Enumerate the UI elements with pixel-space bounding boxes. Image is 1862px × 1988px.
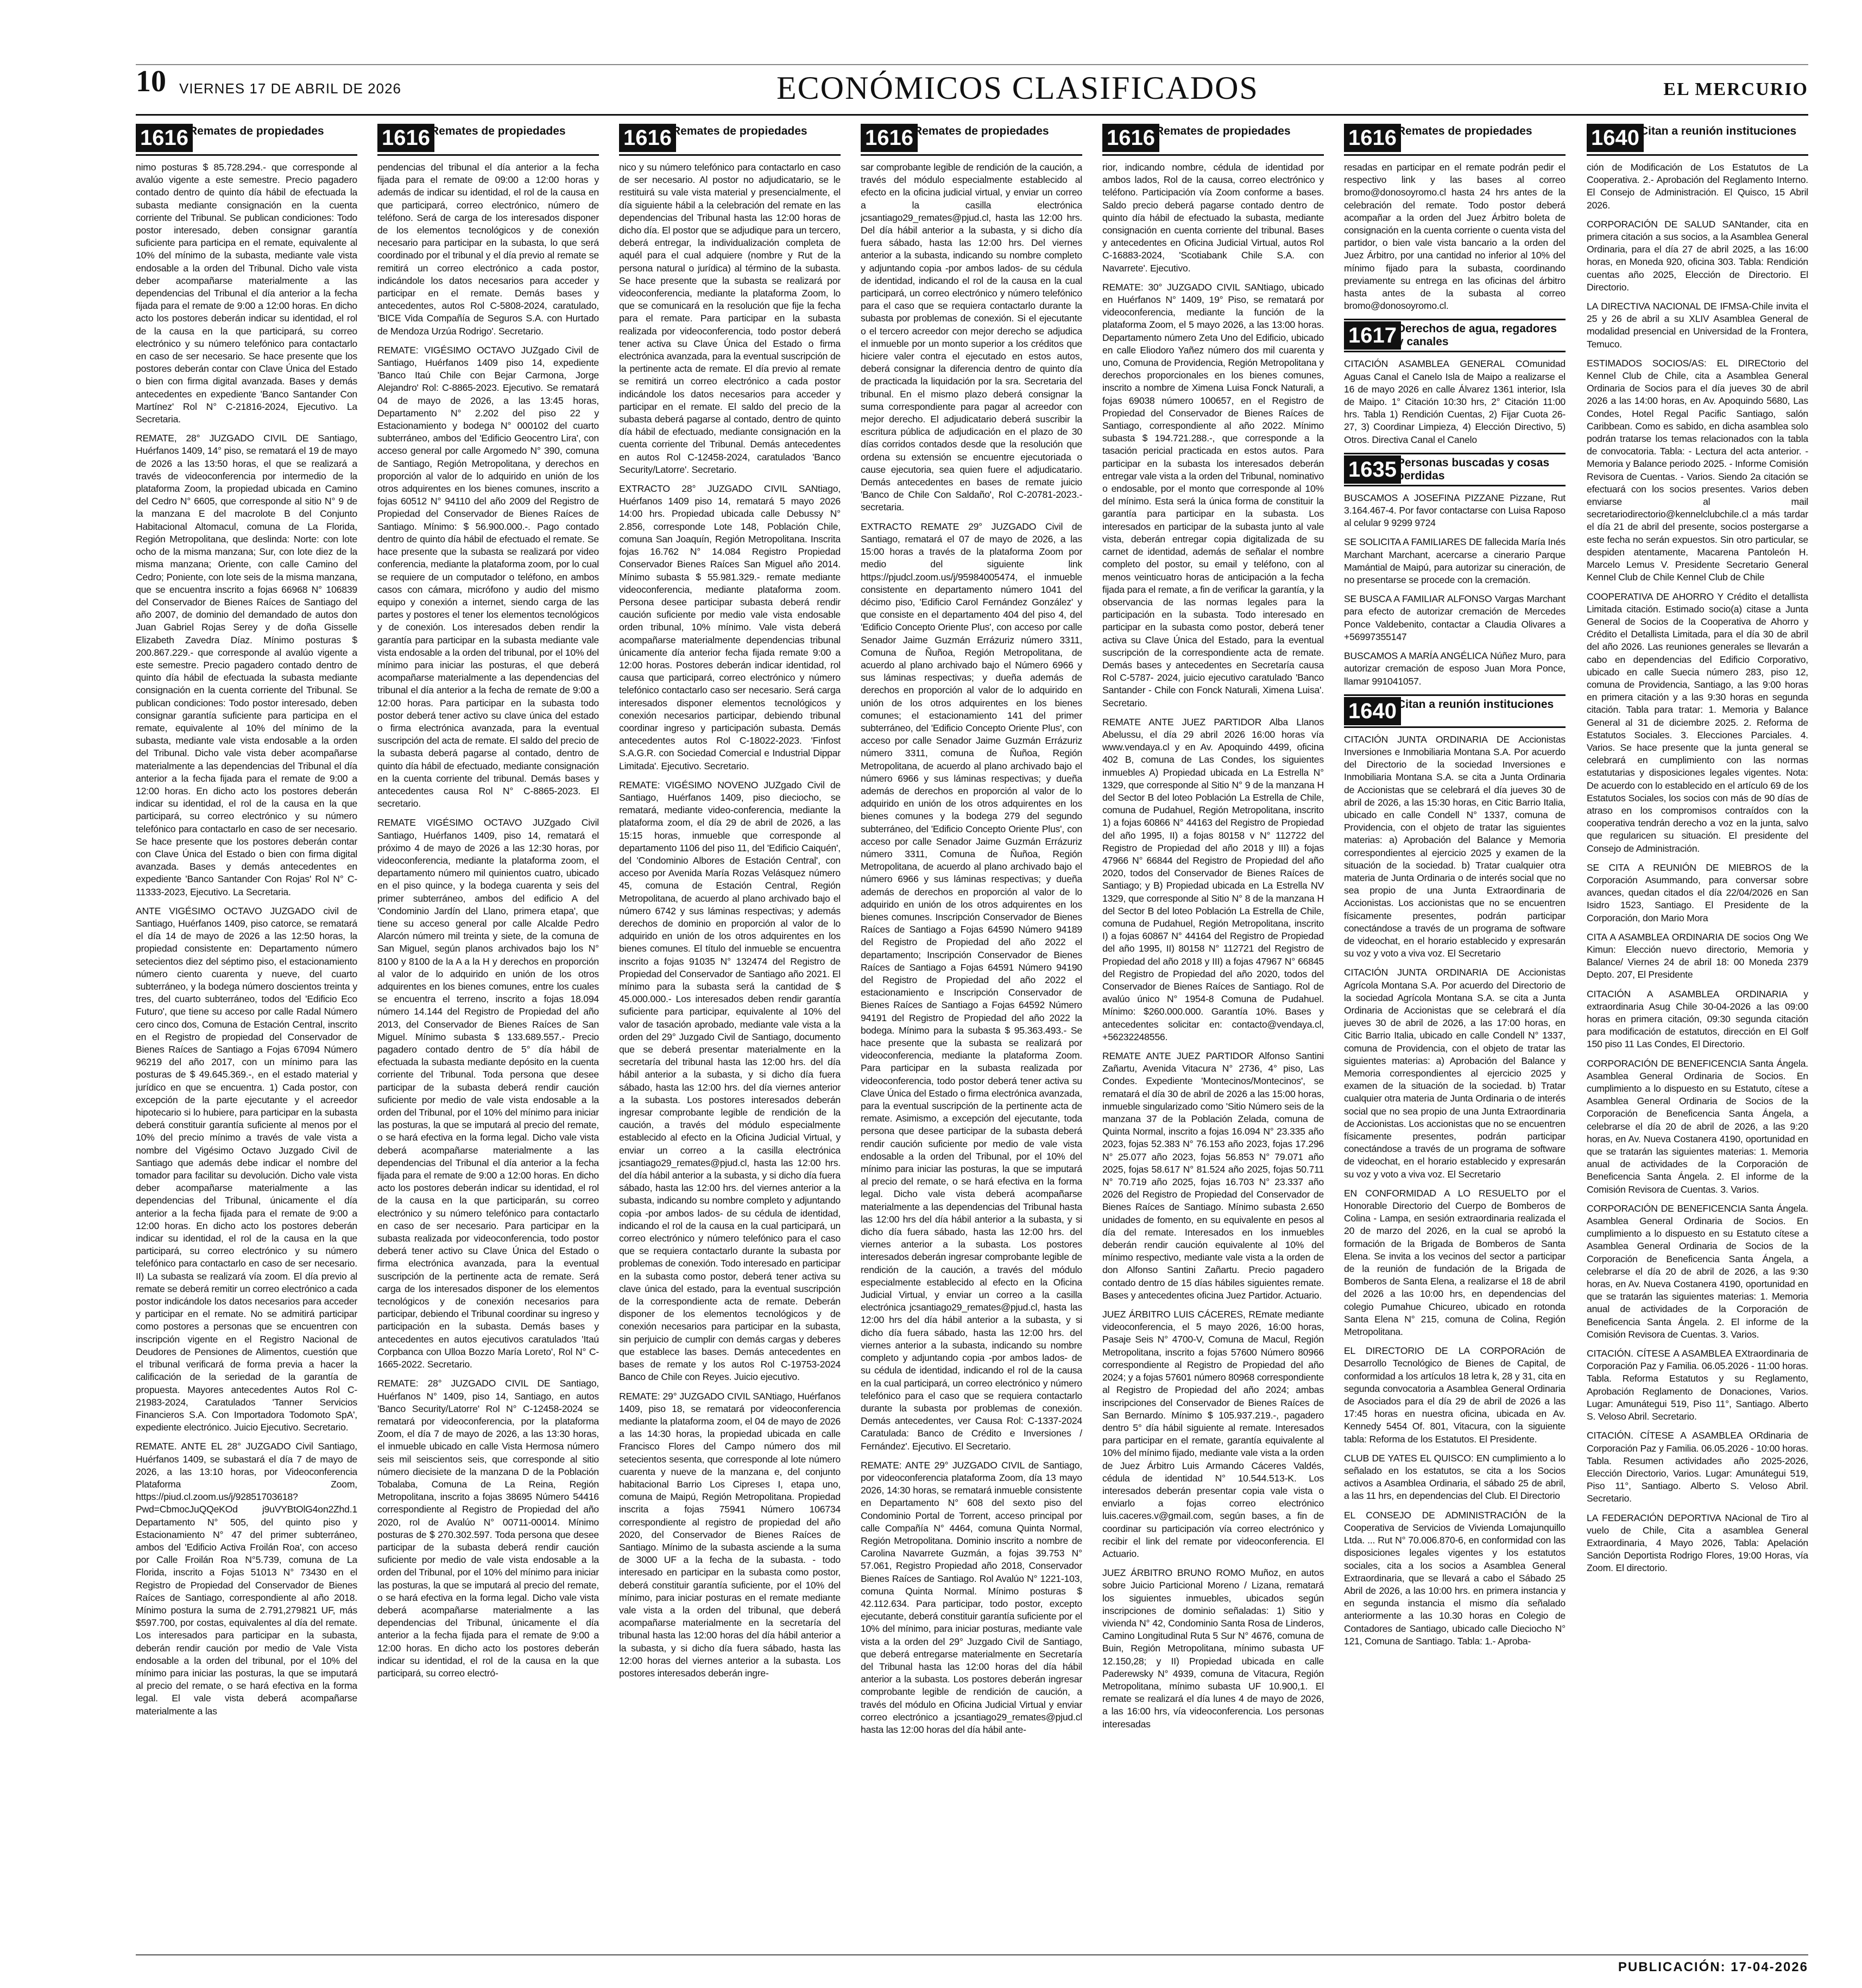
category-header (377, 123, 599, 156)
classified-notice: nico y su número telefónico para contactarlo en caso de ser necesario. Al postor no adjudicatario, se le restituirá su vale vista material y presencialmente, el día siguiente hábil a la celebración del remate en las dependencias del Tribunal hasta las 12:00 horas de dicho día. El postor que se adjudique para un tercero, deberá entregar, la individualización completa de aquél para el cual adquiere (nombre y Rut de la persona natural o jurídica) al término de la subasta. Se hace presente que la subasta se realizará por videoconferencia, mediante la plataforma Zoom, lo que se comunicará en la resolución que fije la fecha para el remate. Para participar en la subasta realizada por videoconferencia, todo postor deberá tener activa su Clave Única del Estado o firma electrónica avanzada, para la eventual suscripción de la pertinente acta de remate. El día previo al remate se remitirá un correo electrónico a cada postor indicándole los datos necesarios para acceder y participar en el remate. El saldo del precio de la subasta deberá pagarse al contado, dentro de quinto día hábil de efectuado, mediante consignación en la cuenta corriente del Tribunal. Demás antecedentes en autos Rol C-12458-2024, caratulados 'Banco Security/Latorre'. Secretario. (619, 162, 841, 475)
category-header (136, 123, 357, 156)
classified-notice: BUSCAMOS A MARÍA ANGÉLICA Núñez Muro, para autorizar cremación de esposo Juan Mora Ponce, llamar 991041057. (1344, 650, 1566, 687)
category-code: 1616 (136, 124, 193, 152)
classified-notice: CORPORACIÓN DE BENEFICENCIA Santa Ángela. Asamblea General Ordinaria de Socios. En cumplimiento a lo dispuesto en su Estatuto cítese a Asamblea General Ordinaria de Socios de la Corporación de Beneficencia Santa Ángela, a celebrarse el día 20 de abril de 2026, a las 9:30 horas, en Av. Nueva Costanera 4190, oportunidad en que se tratarán las siguientes materias: 1. Memoria anual de actividades de la Corporación de Beneficencia Santa Ángela. 2. El informe de la Comisión Revisora de Cuentas. 3. Varios. (1587, 1202, 1808, 1340)
category-label: Citan a reunión instituciones (1397, 698, 1554, 711)
classified-notice: JUEZ ÁRBITRO LUIS CÁCERES, REmate mediante videoconferencia, el 5 mayo 2026, 16:00 horas, Pasaje Seis N° 4700-V, Comuna de Macul, Región Metropolitana, inscrito a fojas 57600 Número 80966 correspondiente al Registro de Propiedad del año 2024; y a fojas 57601 número 80968 correspondiente al Registro de Propiedad del año 2024; ambas inscripciones del Conservador de Bienes Raíces de San Bernardo. Mínimo $ 105.937.219.-, pagadero dentro 5° día hábil siguiente al remate. Interesados para participar en el remate, garantía equivalente al 10% del mínimo fijado, mediante vale vista a la orden de Juez Árbitro Luis Armando Cáceres Valdés, cédula de identidad N° 10.544.513-K. Los interesados deberán presentar copia vale vista o enviarlo a fojas correo electrónico luis.caceres.v@gmail.com, según bases, a fin de coordinar su participación vía correo electrónico y recibir el link del remate por videoconferencia. El Actuario. (1102, 1309, 1324, 1559)
category-code: 1616 (1344, 124, 1401, 152)
category-code: 1640 (1344, 697, 1401, 725)
masthead (136, 64, 1808, 111)
classified-notice: SE BUSCA A FAMILIAR ALFONSO Vargas Marchant para efecto de autorizar cremación de Mercedes Ponce Valdebenito, contactar a Claudia Olivares a +56997355147 (1344, 593, 1566, 642)
classified-notice: REMATE: VIGÉSIMO NOVENO JUZgado Civil de Santiago, Huérfanos 1409, piso dieciocho, se rematará, mediante video-conferencia, mediante la plataforma zoom, el día 29 de abril de 2026, a las 15:15 horas, inmueble que corresponde al departamento 1106 del piso 11, del 'Edificio Caiquén', del 'Condominio Albores de Estación Central', con acceso por Avenida María Rozas Velásquez número 45, comuna de Estación Central, Región Metropolitana, de acuerdo al plano archivado bajo el número 6742 y sus láminas respectivas; y además derechos de dominio en proporción al valor de lo adquirido en unión de los otros adquirentes en los bienes comunes. El título del inmueble se encuentra inscrito a fojas 91035 N° 132474 del Registro de Propiedad del Conservador de Santiago año 2021. El mínimo para la subasta será la cantidad de $ 45.000.000.- Los interesados deben rendir garantía suficiente para participar, equivalente al 10% del valor de tasación aprobado, mediante vale vista a la orden del 29° Juzgado Civil de Santiago, documento que se deberá presentar materialmente en la secretaría del tribunal hasta las 12:00 hrs. del día hábil anterior a la subasta, y si dicho día fuera sábado, hasta las 12:00 hrs. del día viernes anterior a la subasta. Los postores interesados deberán ingresar comprobante legible de rendición de la caución, a través del módulo especialmente establecido al efecto en la Oficina Judicial Virtual, y enviar un correo a la casilla electrónica jcsantiago29_remates@pjud.cl, hasta las 12:00 hrs. del día hábil anterior a la subasta, y si dicho día fuera sábado, hasta las 12:00 hrs. del viernes anterior a la subasta, indicando su nombre completo y adjuntando copia -por ambos lados- de su cédula de identidad, indicando el rol de la causa en la cual participará, un correo electrónico y número telefónico para el caso que se requiera contactarlo durante la subasta por problemas de conexión. Todo interesado en participar en la subasta como postor, deberá tener activa su clave única del estado, para la eventual suscripción de la correspondiente acta de remate. Deberán disponer de los elementos tecnológicos y de conexión necesarios para participar en la subasta, sin perjuicio de cumplir con demás cargas y deberes que establece las bases. Demás antecedentes en bases de remate y los autos Rol C-19753-2024 Banco de Chile con Reyes. Juicio ejecutivo. (619, 779, 841, 1383)
classified-notice: JUEZ ÁRBITRO BRUNO ROMO Muñoz, en autos sobre Juicio Particional Moreno / Lizana, rematará los siguientes inmuebles, ubicados según inscripciones de dominio señaladas: 1) Sitio y vivienda N° 42, Condominio Santa Rosa de Linderos, Camino Longitudinal Ruta 5 Sur N° 4676, comuna de Buin, Región Metropolitana, mínimo subasta UF 12.150,28; y II) Propiedad ubicada en calle Paderewsky N° 4939, comuna de Vitacura, Región Metropolitana, mínimo subasta UF 10.900,1. El remate se realizará el día lunes 4 de mayo de 2026, a las 16:00 hrs, vía videoconferencia. Los personas interesadas (1102, 1567, 1324, 1730)
category-code: 1640 (1587, 124, 1644, 152)
classified-notice: REMATE, 28° JUZGADO CIVIL DE Santiago, Huérfanos 1409, 14° piso, se rematará el 19 de mayo de 2026 a las 13:50 horas, el que se realizará a través de videoconferencia por intermedio de la plataforma Zoom, la propiedad ubicada en Camino del Cedro N° 6605, que corresponde al sitio N° 9 de la manzana E del macrolote B del Conjunto Habitacional Altomacul, comuna de La Florida, Región Metropolitana, que deslinda: Norte: con lote ocho de la misma manzana; Sur, con lote diez de la misma manzana; Oriente, con calle Camino del Cedro; Poniente, con lote seis de la misma manzana, que se encuentra inscrito a fojas 66968 N° 106839 del Conservador de Bienes Raíces de Santiago del año 2007, de dominio del demandado de autos don Juan Gabriel Rojas Serey y de doña Gisselle Elizabeth Zavedra Díaz. Mínimo posturas $ 200.867.229.- que corresponde al avalúo vigente a este semestre. Precio pagadero contado dentro de quinto día hábil de efectuada la subasta mediante consignación en la cuenta corriente del Tribunal. Se publican condiciones: Todo postor interesado, deben consignar garantía suficiente para participa en el remate, equivalente al 10% del mínimo de la subasta, mediante vale vista endosable a la orden del Tribunal. Dicho vale vista deber acompañarse materialmente a las dependencias del Tribunal el día anterior a la fecha fijada para el remate de 9:00 a 12:00 horas. En dicho acto los postores deberán indicar su identidad, el rol de la causa en la que participará, su correo electrónico y su número telefónico para contactarlo en caso de ser necesario. Se hace presente que los postores deberán contar con Clave Única del Estado o bien con firma digital avanzada. Bases y demás antecedentes en expediente 'Banco Santander Con Rojas' Rol N° C-11333-2023, Ejecutivo. La Secretaria. (136, 433, 357, 897)
classified-notice: COOPERATIVA DE AHORRO Y Crédito el detallista Limitada citación. Estimado socio(a) citase a Junta General de Socios de la Cooperativa de Ahorro y Crédito el Detallista Limitada, para el día 30 de abril del año 2026. Las reuniones generales se llevarán a cabo en dependencias del Edificio Corporativo, ubicado en calle Suecia número 283, piso 12, comuna de Providencia, Santiago, a las 9:00 horas en primera citación y a las 9:30 horas en segunda citación. Tabla para tratar: 1. Memoria y Balance General al 31 de diciembre 2025. 2. Reforma de Estatutos Sociales. 3. Elecciones Parciales. 4. Varios. Se hace presente que la junta general se celebrará en cumplimiento con las normas estatutarias y disposiciones legales vigentes. Nota: De acuerdo con lo establecido en el artículo 69 de los Estatutos Sociales, los socios con más de 90 días de atraso en los compromisos contraídos con la cooperativa tendrán derecho a voz en la junta, salvo que regularicen su situación. El presidente del Consejo de Administración. (1587, 591, 1808, 854)
classified-notice: CITACIÓN. CÍTESE A ASAMBLEA EXtraordinaria de Corporación Paz y Familia. 06.05.2026 - 11:00 horas. Tabla. Reforma Estatutos y su Reglamento, Aprobación Reglamento de Donaciones, Varios. Lugar: Amunátegui 519, Piso 11°, Santiago. Alberto S. Veloso Abril. Secretario. (1587, 1348, 1808, 1422)
classified-notice: REMATE ANTE JUEZ PARTIDOR Alba Llanos Abelussu, el día 29 abril 2026 16:00 horas vía www.vendaya.cl y en Av. Apoquindo 4499, oficina 402 B, comuna de Las Condes, los siguientes inmuebles A) Propiedad ubicada en La Estrella N° 1329, que corresponde al Sitio N° 9 de la manzana H del Sector B del loteo Población La Estrella de Chile, comuna de Pudahuel, Región Metropolitana, inscrito 1) a fojas 60866 N° 44163 del Registro de Propiedad del año 1995, II) a fojas 80158 v N° 112722 del Registro de Propiedad del año 2018 y III) a fojas 47966 N° 66844 del Registro de Propiedad del año 2020, todos del Conservador de Bienes Raíces de Santiago; y B) Propiedad ubicada en La Estrella NV 1329, que corresponde al Sitio N° 8 de la manzana H del Sector B del loteo Población La Estrella de Chile, comuna de Pudahuel, Región Metropolitana, inscrito I) a fojas 60867 N° 44164 del Registro de Propiedad del año 1995, II) 80158 N° 112721 del Registro de Propiedad del año 2018 y III) a fojas 47967 N° 66845 del Registro de Propiedad del año 2020, todos del Conservador de Bienes Raíces de Santiago. Rol de avalúo único N° 1954-8 Comuna de Pudahuel. Mínimo: $260.000.000. Garantía 10%. Bases y antecedentes solicitar en: contacto@vendaya.cl, +56232248556. (1102, 716, 1324, 1042)
category-label: Citan a reunión instituciones (1640, 125, 1797, 137)
classified-notice: sar comprobante legible de rendición de la caución, a través del módulo especialmente establecido al efecto en la oficina judicial virtual, y enviar un correo a la casilla electrónica jcsantiago29_remates@pjud.cl, hasta las 12:00 hrs. Del día hábil anterior a la subasta, y si dicho día fuera sábado, hasta las 12:00 hrs. Del viernes anterior a la subasta, indicando su nombre completo y adjuntando copia -por ambos lados- de su cédula de identidad, indicando el rol de la causa en la cual participará, un correo electrónico y número telefónico para el caso que se requiera contactarlo durante la subasta por problemas de conexión. Si el ejecutante o el tercero acreedor con mejor derecho se adjudica el inmueble por un monto superior a los créditos que hiciere valer contra el ejecutado en estos autos, deberá consignar la diferencia dentro de quinto día de practicada la liquidación por la sra. Secretaria del tribunal. En el mismo plazo deberá consignar la suma correspondiente para pagar al acreedor con mejor derecho. El adjudicatario deberá suscribir la escritura pública de adjudicación en el plazo de 30 días corridos contados desde que la resolución que ordena su extensión se encuentre ejecutoriada o cause ejecutoria, sea quien fuere el adjudicatario. Demás antecedentes en bases de remate juicio 'Banco de Chile Con Saldaño', Rol C-20781-2023.- secretaria. (861, 162, 1082, 513)
classified-notice: REMATE ANTE JUEZ PARTIDOR Alfonso Santini Zañartu, Avenida Vitacura N° 2736, 4° piso, Las Condes. Expediente 'Montecinos/Montecinos', se rematará el día 30 de abril de 2026 a las 15:00 horas, inmueble singularizado como 'Sitio Número seis de la manzana 37 de la Población Zelada, comuna de Quinta Normal, inscrito a fojas 16.094 N° 23.335 año 2023, fojas 52.383 N° 76.153 año 2023, fojas 17.296 N° 25.077 año 2023, fojas 56.853 N° 79.071 año 2025, fojas 58.617 N° 81.524 año 2025, fojas 50.711 N° 70.719 año 2025, fojas 16.703 N° 23.337 año 2026 del Registro de Propiedad del Conservador de Bienes Raíces de Santiago. Mínimo subasta 2.650 unidades de fomento, en su equivalente en pesos al día del remate. Interesados en los inmuebles deberán rendir caución equivalente al 10% del mínimo respectivo, mediante vale vista a la orden de don Alfonso Santini Zañartu. Precio pagadero contado dentro de 15 días hábiles siguientes remate. Bases y antecedentes oficina Juez Partidor. Actuario. (1102, 1050, 1324, 1301)
classified-notice: REMATE: 28° JUZGADO CIVIL DE Santiago, Huérfanos N° 1409, piso 14, Santiago, en autos 'Banco Security/Latorre' Rol N° C-12458-2024 se rematará por videoconferencia, por la plataforma Zoom, el día 7 de mayo de 2026, a las 13:30 horas, el inmueble ubicado en calle Vista Hermosa número seis mil seiscientos seis, que corresponde al sitio número diecisiete de la manzana D de la Población Tobalaba, Comuna de La Reina, Región Metropolitana, inscrito a fojas 38695 Número 54416 correspondiente al Registro de Propiedad del año 2020, rol de Avalúo N° 00711-00014. Mínimo posturas de $ 270.302.597. Toda persona que desee participar de la subasta deberá rendir caución suficiente por medio de vale vista endosable a la orden del Tribunal, por el 10% del mínimo para iniciar las posturas, la que se imputará al precio del remate, o se hará efectiva en la forma legal. Dicho vale vista deberá acompañarse materialmente a las dependencias del Tribunal, únicamente el día anterior a la fecha fijada para el remate de 9:00 a 12:00 horas. En dicho acto los postores deberán indicar su identidad, el rol de la causa en la que participará, su correo electró- (377, 1378, 599, 1679)
category-code: 1616 (861, 124, 918, 152)
classified-notice: rior, indicando nombre, cédula de identidad por ambos lados, Rol de la causa, correo electrónico y teléfono. Participación vía Zoom conforme a bases. Saldo precio deberá pagarse contado dentro de quinto día hábil de efectuado la subasta, mediante consignación en cuenta corriente del tribunal. Bases y antecedentes en Oficina Judicial Virtual, autos Rol C-16883-2024, 'Scotiabank Chile S.A. con Navarrete'. Ejecutivo. (1102, 162, 1324, 274)
classified-notice: ción de Modificación de Los Estatutos de La Cooperativa. 2.- Aprobación del Reglamento Interno. El Consejo de Administración. El Quisco, 15 Abril 2026. (1587, 162, 1808, 211)
category-header (1344, 319, 1566, 352)
issue-date: VIERNES 17 DE ABRIL DE 2026 (179, 80, 402, 97)
category-code: 1635 (1344, 455, 1401, 484)
classified-columns (136, 123, 1808, 1952)
category-header (619, 123, 841, 156)
masthead-rule (136, 114, 1808, 116)
classified-notice: ANTE VIGÉSIMO OCTAVO JUZGADO civil de Santiago, Huérfanos 1409, piso catorce, se rematará el día 14 de mayo de 2026 a las 12:50 horas, la propiedad consistente en: Departamento número setecientos diez del séptimo piso, el estacionamiento número ciento cuarenta y nueve, del cuarto subterráneo, y la bodega número doscientos treinta y tres, del cuarto subterráneo, todos del 'Edificio Eco Futuro', que tiene su acceso por calle Radal Número cero cinco dos, Comuna de Estación Central, inscrito en el Registro de propiedad del Conservador de Bienes Raíces de Santiago a Fojas 67094 Número 96219 del año 2017, con un mínimo para las posturas de $ 49.645.369.-, en el estado material y jurídico en que se encuentra. 1) Cada postor, con excepción de la parte ejecutante y el acreedor hipotecario si lo hubiere, para participar en la subasta deberá constituir garantía suficiente al menos por el 10% del precio mínimo a través de vale vista a nombre del Vigésimo Octavo Juzgado Civil de Santiago que además debe indicar el nombre del tomador para facilitar su devolución. Dicho vale vista deber acompañarse materialmente a las dependencias del Tribunal, únicamente el día anterior a la fecha fijada para el remate de 9:00 a 12:00 horas. En dicho acto los postores deberán indicar su identidad, el rol de la causa en la que participará, su correo electrónico y su número telefónico para contactarlo en caso de ser necesario. II) La subasta se realizará vía zoom. El día previo al remate se deberá remitir un correo electrónico a cada postor indicándole los datos necesarios para acceder y participar en el remate. No se admitirá participar como postores a personas que se encuentren con inscripción vigente en el Registro Nacional de Deudores de Pensiones de Alimentos, cuestión que el tribunal verificará de forma previa a hacer la calificación de la seriedad de la garantía de propuesta. Mayores antecedentes Autos Rol C-21983-2024, Caratulados 'Tanner Servicios Financieros S.A. Con Importadora Todomoto SpA', expediente electrónico. Juicio Ejecutivo. Secretario. (136, 905, 357, 1433)
classified-notice: EXTRACTO 28° JUZGADO CIVIL SANtiago, Huérfanos 1409 piso 14, rematará 5 mayo 2026 14:00 hrs. Propiedad ubicada calle Debussy N° 2.856, corresponde Lote 148, Población Chile, comuna San Joaquín, Región Metropolitana. Inscrita fojas 16.762 N° 14.084 Registro Propiedad Conservador Bienes Raíces San Miguel año 2014. Mínimo subasta $ 55.981.329.- remate mediante videoconferencia, mediante plataforma zoom. Persona desee participar subasta deberá rendir caución suficiente por medio vale vista endosable orden tribunal, 10% mínimo. Vale vista deberá acompañarse materialmente dependencias tribunal únicamente día anterior fecha fijada remate 9:00 a 12:00 horas. Postores deberán indicar identidad, rol causa que participará, correo electrónico y número telefónico contactarlo caso ser necesario. Será carga interesados disponer elementos tecnológicos y conexión necesarios participar, debiendo tribunal coordinar ingreso y participación subasta. Demás antecedentes autos Rol C-18022-2023. 'Finfost S.A.G.R. con Sociedad Comercial e Industrial Dippar Limitada'. Ejecutivo. Secretario. (619, 483, 841, 771)
notice-text (1344, 492, 1566, 688)
classified-notice: CITACIÓN JUNTA ORDINARIA DE Accionistas Agrícola Montana S.A. Por acuerdo del Directorio de la sociedad Agrícola Montana S.A. se cita a Junta Ordinaria de Accionistas que se celebrará el día jueves 30 de abril de 2026, a las 17:00 horas, en Citic Barrio Italia, ubicado en calle Condell N° 1337, comuna de Providencia, con el objeto de tratar las siguientes materias: a) Aprobación del Balance y Memoria correspondientes al ejercicio 2025 y examen de la situación de la sociedad. b) Tratar cualquier otra materia de Junta Ordinaria o de interés social que no sea propio de una Junta Extraordinaria de Accionistas. Los accionistas que no se encuentren físicamente presentes, podrán participar conectándose a través de un programa de software de videochat, en el horario establecido y expresarán su voz y voto a viva voz. El Secretario (1344, 967, 1566, 1180)
footer-rule (136, 1954, 1808, 1955)
classified-notice: EL CONSEJO DE ADMINISTRACIÓN de la Cooperativa de Servicios de Vivienda Lomajunquillo Ltda. ... Rut N° 70.006.870-6, en conformidad con las disposiciones legales vigentes y los estatutos sociales, cita a los socios a Asamblea General Extraordinaria, que se llevará a cabo el Sábado 25 Abril de 2026, a las 10:00 hrs. en primera instancia y en segunda instancia el mismo día señalado anteriormente a las 10.30 horas en Colegio de Contadores de Santiago, ubicado calle Dieciocho N° 121, Comuna de Santiago. Tabla: 1.- Aproba- (1344, 1509, 1566, 1647)
classified-notice: CITACIÓN. CÍTESE A ASAMBLEA ORdinaria de Corporación Paz y Familia. 06.05.2026 - 10:00 horas. Tabla. Resumen actividades año 2025-2026, Elección Directorio, Varios. Lugar: Amunátegui 519, Piso 11°, Santiago. Alberto S. Veloso Abril. Secretario. (1587, 1430, 1808, 1504)
classified-notice: CITACIÓN A ASAMBLEA ORDINARIA y extraordinaria Asug Chile 30-04-2026 a las 09:00 horas en primera citación, 09:30 segunda citación para modificación de estatutos, dirección en El Golf 150 piso 11 Las Condes, El Directorio. (1587, 988, 1808, 1050)
classified-notice: REMATE: 30° JUZGADO CIVIL SANtiago, ubicado en Huérfanos N° 1409, 19° Piso, se rematará por videoconferencia, mediante la función de la plataforma Zoom, el 5 mayo 2026, a las 13:00 horas. Departamento número Zeta Uno del Edificio, ubicado en calle Eliodoro Yañez número dos mil cuarenta y uno, Comuna de Providencia, Región Metropolitana y derechos proporcionales en los bienes comunes, inscrito a nombre de Ximena Luisa Fonck Naturali, a fojas 69038 número 100657, en el Registro de Propiedad del Conservador de Bienes Raíces de Santiago, correspondiente al año 2022. Mínimo subasta $ 194.721.288.-, que corresponde a la tasación pericial practicada en estos autos. Para participar en la subasta los interesados deberán entregar vale vista a la orden del Tribunal, nominativo o endosable, por el monto que corresponde al 10% del mínimo. Esta será la única forma de constituir la garantía para participar en la subasta. Los interesados en participar de la subasta junto al vale vista, deberán entregar copia digitalizada de su carnet de identidad, además de señalar el nombre completo del postor, su email y teléfono, con al menos veinticuatro horas de anticipación a la fecha fijada para el remate, a fin de verificar la garantía, y la observancia de las normas legales para la participación en la subasta. Todo interesado en participar en la subasta como postor, deberá tener activa su Clave Única del Estado, para la eventual suscripción de la correspondiente acta de remate. Demás bases y antecedentes en Secretaría causa Rol C-5787- 2024, juicio ejecutivo caratulado 'Banco Santander - Chile con Fonck Naturali, Ximena Luisa'. Secretario. (1102, 281, 1324, 708)
column-6 (1344, 123, 1566, 1952)
classified-notice: BUSCAMOS A JOSEFINA PIZZANE Pizzane, Rut 3.164.467-4. Por favor contactarse con Luisa Raposo al celular 9 9299 9724 (1344, 492, 1566, 529)
notice-text (377, 161, 599, 1680)
classified-notice: ESTIMADOS SOCIOS/AS: EL DIRECtorio del Kennel Club de Chile, cita a Asamblea General Ordinaria de Socios para el día jueves 30 de abril 2026 a las 14:00 horas, en Av. Apoquindo 5680, Las Condes, Hotel Regal Pacific Santiago, salón Caribbean. Como es sabido, en dicha asamblea solo podrán tratarse los temas relacionados con la tabla de convocatoria. Tabla: - Lectura del acta anterior. - Memoria y Balance periodo 2025. - Informe Comisión Revisora de Cuentas. - Varios. Siendo 2a citación se efectuará con los socios presentes. Varios deben enviarse al mail secretariodirectorio@kennelclubchile.cl a más tardar el día 21 de abril del presente, socios postergarse a este fecha no serán expuestos. Sin otro particular, se despiden atentamente, Macarena Pantoleón H. Marcelo Lemus V. Presidente Secretario General Kennel Club de Chile Kennel Club de Chile (1587, 357, 1808, 583)
classified-notice: LA DIRECTIVA NACIONAL DE IFMSA-Chile invita el 25 y 26 de abril a su XLIV Asamblea General de modalidad presencial en Universidad de la Frontera, Temuco. (1587, 301, 1808, 350)
classified-notice: CLUB DE YATES EL QUISCO: EN cumplimiento a lo señalado en los estatutos, se cita a los Socios activos a Asamblea Ordinaria, el sábado 25 de abril, a las 11 hrs, en dependencias del Club. El Directorio (1344, 1452, 1566, 1502)
classified-notice: CORPORACIÓN DE SALUD SANtander, cita en primera citación a sus socios, a la Asamblea General Ordinaria, para el día 27 de abril 2025, a las 16:00 horas, en Moneda 920, oficina 303. Tabla: Rendición cuentas año 2025, Elección de Directorio. El Directorio. (1587, 218, 1808, 293)
classified-notice: REMATE. ANTE EL 28° JUZGADO Civil Santiago, Huérfanos 1409, se subastará el día 7 de mayo de 2026, a las 13:10 horas, por Videoconferencia Plataforma Zoom, https://piud.cl.zoom.us/j/92851703618? Pwd=CbmocJuQQeKOd j9uVYBtOlG4on2Zhd.1 Departamento N° 505, del quinto piso y Estacionamiento N° 47 del primer subterráneo, ambos del 'Edificio Activa Froilán Roa', con acceso por Calle Froilán Roa N°5.739, comuna de La Florida, inscrito a Fojas 51013 N° 73430 en el Registro de Propiedad del Conservador de Bienes Raíces de Santiago, correspondiente al año 2018. Mínimo postura la suma de 2.791,279821 UF, más $597.700, por costas, equivalentes al día del remate. Los interesados para participar en la subasta, deberán rendir caución por medio de Vale Vista endosable a la orden del tribunal, por el 10% del mínimo para iniciar las posturas, la que se imputará al precio del remate, o se hará efectiva en la forma legal. El vale vista deberá acompañarse materialmente a las (136, 1441, 357, 1717)
category-label: Personas buscadas y cosas perdidas (1397, 456, 1550, 482)
category-label: Remates de propiedades (1397, 125, 1532, 137)
column-4 (861, 123, 1082, 1952)
category-label: Remates de propiedades (431, 125, 566, 137)
classified-notice: REMATE: VIGÉSIMO OCTAVO JUZgado Civil de Santiago, Huérfanos 1409 piso 14, expediente 'Banco Itaú Chile con Bejar Carmona, Jorge Alejandro' Rol: C-8865-2023. Ejecutivo. Se rematará 04 de mayo de 2026, a las 13:45 horas, Departamento N° 2.202 del piso 22 y Estacionamiento y bodega N° 000102 del cuarto subterráneo, ambos del 'Edificio Geocentro Lira', con acceso general por calle Argomedo N° 390, comuna de Santiago, Región Metropolitana, y derechos en proporción al valor de lo adquirido en unión de los otros adquirentes en los bienes comunes, inscrito a fojas 60512 N° 94110 del año 2009 del Registro de Propiedad del Conservador de Bienes Raíces de Santiago. Mínimo: $ 56.900.000.-. Pago contado dentro de quinto día hábil de efectuado el remate. Se hace presente que la subasta se realizará por video conferencia, mediante la plataforma zoom, por lo cual se requiere de un computador o teléfono, en ambos casos con cámara, micrófono y audio del mismo equipo y conexión a internet, siendo carga de las partes y postores el tener los elementos tecnológicos y de conexión. Los interesados deben rendir la garantía para participar en la subasta mediante vale vista endosable a la orden del tribunal, por el 10% del mínimo para iniciar las posturas, el que deberá acompañarse materialmente a las dependencias del tribunal el día anterior a la fecha de remate de 9:00 a 12:00 horas. Para participar en la subasta todo postor deberá tener activo su clave única del estado o firma electrónica avanzada, para la eventual suscripción del acta de remate. El saldo del precio de la subasta deberá pagarse al contado, dentro de quinto día hábil de efectuado, mediante consignación en la cuenta corriente del tribunal. Demás bases y antecedentes causa Rol N° C-8865-2023. El secretario. (377, 344, 599, 809)
category-label: Remates de propiedades (672, 125, 807, 137)
category-label: Remates de propiedades (1156, 125, 1291, 137)
classified-notice: CITACIÓN ASAMBLEA GENERAL COmunidad Aguas Canal el Canelo Isla de Maipo a realizarse el 16 de mayo 2026 en calle Álvarez 1361 interior, Isla de Maipo. 1° Citación 10:30 hrs, 2° Citación 11:00 hrs. Tabla 1) Rendición Cuentas, 2) Fijar Cuota 26-27, 3) Coordinar Limpieza, 4) Elección Directivo, 5) Otros. Directiva Canal el Canelo (1344, 358, 1566, 445)
classified-notice: LA FEDERACIÓN DEPORTIVA NAcional de Tiro al vuelo de Chile, Cita a asamblea General Extraordinaria, 4 Mayo 2026, Tabla: Apelación Sanción Deportista Rodrigo Flores, 19:00 Horas, vía Zoom. El directorio. (1587, 1512, 1808, 1574)
classified-notice: CITACIÓN JUNTA ORDINARIA DE Accionistas Inversiones e Inmobiliaria Montana S.A. Por acuerdo del Directorio de la sociedad Inversiones e Inmobiliaria Montana S.A. se cita a Junta Ordinaria de Accionistas que se celebrará el día jueves 30 de abril de 2026, a las 15:30 horas, en Citic Barrio Italia, ubicado en calle Condell N° 1337, comuna de Providencia, con el objeto de tratar las siguientes materias: a) Aprobación del Balance y Memoria correspondientes al ejercicio 2025 y examen de la situación de la sociedad. b) Tratar cualquier otra materia de Junta Ordinaria o de interés social que no sea propio de una Junta Extraordinaria de Accionistas. Los accionistas que no se encuentren físicamente presentes, podrán participar conectándose a través de un programa de software de videochat, en el horario establecido y expresarán su voz y voto a viva voz. El Secretario (1344, 733, 1566, 959)
classified-notice: EXTRACTO REMATE 29° JUZGADO Civil de Santiago, rematará el 07 de mayo de 2026, a las 15:00 horas a través de la plataforma Zoom por medio del siguiente link https://pjudcl.zoom.us/j/95984005474, el inmueble consistente en departamento número 1041 del décimo piso, 'Edificio Carol Fernández González' y que consiste en el departamento 404 del piso 4, del 'Edificio Concepto Oriente Plus', con acceso por calle Senador Jaime Guzmán Errázuriz número 3311, Comuna de Ñuñoa, Región Metropolitana, de acuerdo al plano archivado bajo el Número 6966 y sus láminas respectivas; y dueña además de derechos en proporción al valor de lo adquirido en unión de los otros adquirentes en los bienes comunes; el estacionamiento 141 del primer subterráneo, del 'Edificio Concepto Oriente Plus', con acceso por calle Senador Jaime Guzmán Errázuriz número 3311, comuna de Ñuñoa, Región Metropolitana, de acuerdo al plano archivado bajo el número 6966 y sus láminas respectivas; y dueña además de derechos en proporción al valor de lo adquirido en unión de los otros adquirentes en los bienes comunes y la bodega 279 del segundo subterráneo, del 'Edificio Concepto Oriente Plus', con acceso por calle Senador Jaime Guzmán Errázuriz número 3311, Comuna de Ñuñoa, Región Metropolitana, de acuerdo al plano archivado bajo el número 6966 y sus láminas respectivas; y dueña además de derechos en proporción al valor de lo adquirido en unión de los otros adquirentes en los bienes comunes. Inscripción Conservador de Bienes Raíces de Santiago a Fojas 64590 Número 94189 del Registro de Propiedad del año 2022 el departamento; Inscripción Conservador de Bienes Raíces de Santiago a Fojas 64591 Número 94190 del Registro de Propiedad del año 2022 el estacionamiento e Inscripción Conservador de Bienes Raíces de Santiago a Fojas 64592 Número 94191 del Registro de Propiedad del año 2022 la bodega. Mínimo para la subasta $ 95.363.493.- Se hace presente que la subasta se realizará por videoconferencia, mediante la plataforma Zoom. Para participar en la subasta realizada por videoconferencia, todo postor deberá tener activa su Clave Única del Estado o firma electrónica avanzada, para la eventual suscripción de la pertinente acta de remate. Asimismo, a excepción del ejecutante, toda persona que desee participar de la subasta deberá rendir caución suficiente por medio de vale vista endosable a la orden del Tribunal, por el 10% del mínimo para iniciar las posturas, la que se imputará al precio del remate, o se hará efectiva en la forma legal. Dicho vale vista deberá acompañarse materialmente a las dependencias del Tribunal hasta las 12:00 hrs del día hábil anterior a la subasta, y si dicho día fuera sábado, hasta las 12:00 hrs. del viernes anterior a la subasta. Los postores interesados deberán ingresar comprobante legible de rendición de la caución, a través del módulo especialmente establecido al efecto en la Oficina Judicial Virtual, y enviar un correo a la casilla electrónica jcsantiago29_remates@pjud.cl, hasta las 12:00 hrs del día hábil anterior a la subasta, y si dicho día fuera sábado, hasta las 12:00 hrs. del viernes anterior a la subasta, indicando su nombre completo y adjuntando copia -por ambos lados- de su cédula de identidad, indicando el rol de la causa en la cual participará, un correo electrónico y número telefónico para el caso que se requiera contactarlo durante la subasta por problemas de conexión. Demás antecedentes, ver Causa Rol: C-1337-2024 Caratulada: Banco de Crédito e Inversiones / Fernández'. Ejecutivo. El Secretario. (861, 521, 1082, 1452)
notice-text (1344, 358, 1566, 446)
classified-notice: SE SOLICITA A FAMILIARES DE fallecida María Inés Marchant Marchant, acercarse a cinerario Parque Mamántial de Maipú, para autorizar su cineración, de no presentarse se procede con la cremación. (1344, 536, 1566, 586)
notice-text (136, 161, 357, 1718)
category-code: 1616 (377, 124, 434, 152)
category-label: Derechos de agua, regadores y canales (1397, 322, 1557, 349)
category-header (1344, 694, 1566, 728)
notice-text (1344, 733, 1566, 1648)
classified-notice: REMATE: ANTE 29° JUZGADO CIVIL de Santiago, por videoconferencia plataforma Zoom, día 13 mayo 2026, 14:30 horas, se rematará inmueble consistente en Departamento N° 608 del sexto piso del Condominio Portal de Torrent, acceso principal por calle Compañía N° 4464, comuna Quinta Normal, Región Metropolitana. Dominio inscrito a nombre de Carolina Navarrete Guzmán, a fojas 39.753 N° 57.061, Registro Propiedad año 2018, Conservador Bienes Raíces de Santiago. Rol Avalúo N° 1221-103, comuna Quinta Normal. Mínimo posturas $ 42.112.634. Para participar, todo postor, excepto ejecutante, deberá constituir garantía suficiente por el 10% del mínimo, para iniciar posturas, mediante vale vista a la orden del 29° Juzgado Civil de Santiago, que deberá entregarse materialmente en Secretaría del Tribunal hasta las 12:00 horas del día hábil anterior a la subasta. Los postores deberán ingresar comprobante legible de rendición de caución, a través del módulo en Oficina Judicial Virtual y enviar correo electrónico a jcsantiago29_remates@pjud.cl hasta las 12:00 horas del día hábil ante- (861, 1459, 1082, 1735)
category-code: 1616 (1102, 124, 1159, 152)
category-label: Remates de propiedades (189, 125, 324, 137)
newspaper-page (136, 64, 1808, 1975)
classified-notice: REMATE VIGÉSIMO OCTAVO JUZgado Civil Santiago, Huérfanos 1409, piso 14, rematará el próximo 4 de mayo de 2026 a las 12:30 horas, por videoconferencia, mediante la plataforma zoom, el departamento número mil quinientos cuatro, ubicado en el piso quince, y la bodega cuarenta y seis del primer subterráneo, ambos del edificio A del 'Condominio Jardín del Llano, primera etapa', que tiene su acceso general por calle Alcalde Pedro Alarcón número mil treinta y siete, de la comuna de San Miguel, según planos archivados bajo los N° 8100 y 8100 de la A a la H y derechos en proporción al valor de lo adquirido en unión de los otros adquirentes en los bienes comunes, entre los cuales se encuentra el terreno, inscrito a fojas 18.094 número 14.144 del Registro de Propiedad del año 2013, del Conservador de Bienes Raíces de San Miguel. Mínimo subasta $ 133.689.557.- Precio pagadero contado dentro de 5° día hábil de efectuada la subasta mediante depósito en la cuenta corriente del Tribunal. Toda persona que desee participar de la subasta deberá rendir caución suficiente por medio de vale vista endosable a la orden del Tribunal, por el 10% del mínimo para iniciar las posturas, la que se imputará al precio del remate, o se hará efectiva en la forma legal. Dicho vale vista deberá acompañarse materialmente a las dependencias del Tribunal el día anterior a la fecha fijada para el remate de 9:00 a 12:00 horas. En dicho acto los postores deberán indicar su identidad, el rol de la causa en la que participarán, su correo electrónico y su número telefónico para contactarlo en caso de ser necesario. Para participar en la subasta realizada por videoconferencia, todo postor deberá tener activo su Clave Única del Estado o firma electrónica avanzada, para la eventual suscripción de la pertinente acta de remate. Será carga de los interesados disponer de los elementos tecnológicos y de conexión necesarios para participar, debiendo el Tribunal coordinar su ingreso y participación en la subasta. Demás bases y antecedentes en autos ejecutivos caratulados 'Itaú Corpbanca con Ulloa Bozzo María Loreto', Rol N° C-1665-2022. Secretario. (377, 817, 599, 1370)
category-header (861, 123, 1082, 156)
notice-text (619, 161, 841, 1680)
category-code: 1616 (619, 124, 676, 152)
category-header (1587, 123, 1808, 156)
classified-notice: EN CONFORMIDAD A LO RESUELTO por el Honorable Directorio del Cuerpo de Bomberos de Colina - Lampa, en sesión extraordinaria realizada el 20 de marzo del 2026, en la cual se aprobó la formación de la Brigada de Bomberos de Santa Elena. Se invita a los vecinos del sector a participar de la reunión de fundación de la Brigada de Bomberos de Santa Elena, a realizarse el 18 de abril del 2026 a las 10:00 hrs, en dependencias del colegio Pumahue Chicureo, ubicado en rotonda Santa Elena N° 215, comuna de Colina, Región Metropolitana. (1344, 1187, 1566, 1338)
category-header (1102, 123, 1324, 156)
notice-text (861, 161, 1082, 1736)
classified-notice: pendencias del tribunal el día anterior a la fecha fijada para el remate de 09:00 a 12:00 horas y además de indicar su identidad, el rol de la causa en que participará, correo electrónico, número de teléfono. Será de carga de los interesados disponer de los elementos tecnológicos y de conexión necesario para participar en la subasta, lo que será coordinado por el tribunal y el día previo al remate se remitirá un correo electrónico a cada postor, indicándole los datos necesarios para acceder y participar en el remate. Demás bases y antecedentes, autos Rol C-5808-2024, caratulado, 'BICE Vida Compañía de Seguros S.A. con Hurtado de Mendoza Urzúa Rodrigo'. Secretario. (377, 162, 599, 337)
category-label: Remates de propiedades (914, 125, 1049, 137)
classified-notice: nimo posturas $ 85.728.294.- que corresponde al avalúo vigente a este semestre. Precio pagadero contado dentro de quinto día hábil de efectuada la subasta mediante consignación en la cuenta corriente del Tribunal. Se publican condiciones: Todo postor interesado, deben consignar garantía suficiente para participa en el remate, equivalente al 10% del mínimo de la subasta, mediante vale vista endosable a la orden del Tribunal. Dicho vale vista deber acompañarse materialmente a las dependencias del Tribunal el día anterior a la fecha fijada para el remate de 9:00 a 12:00 horas. En dicho acto los postores deberán indicar su identidad, el rol de la causa en la que participará, su correo electrónico y su número telefónico para contactarlo en caso de ser necesario. Se hace presente que los postores deberán contar con Clave Única del Estado o bien con firma digital avanzada. Bases y demás antecedentes en expediente 'Banco Santander Con Martínez' Rol N° C-21816-2024, Ejecutivo. La Secretaria. (136, 162, 357, 425)
category-header (1344, 453, 1566, 486)
column-3 (619, 123, 841, 1952)
category-header (1344, 123, 1566, 156)
classified-notice: resadas en participar en el remate podrán pedir el respectivo link y las bases al correo bromo@donosoyromo.cl hasta 24 hrs antes de la celebración del remate. Todo postor deberá acompañar a la orden del Juez Árbitro boleta de consignación en la cuenta corriente o cuenta vista del partidor, o bien vale vista bancario a la orden del Juez Árbitro, por una cantidad no inferior al 10% del mínimo fijado para la subasta, coordinando previamente su entrega en las oficinas del árbitro hasta antes de la subasta al correo bromo@donosoyromo.cl. (1344, 162, 1566, 312)
classified-notice: EL DIRECTORIO DE LA CORPORAción de Desarrollo Tecnológico de Bienes de Capital, de conformidad a los artículos 18 letra k, 28 y 31, cita en segunda convocatoria a Asamblea General Ordinaria de Asociados para el día 29 de abril de 2026 a las 17:45 horas en nuestra oficina, ubicada en Av. Kennedy 5454 Of. 801, Vitacura, con la siguiente tabla: Reforma de los Estatutos. El Presidente. (1344, 1345, 1566, 1445)
page-number: 10 (136, 65, 166, 98)
column-2 (377, 123, 599, 1952)
classified-notice: REMATE: 29° JUZGADO CIVIL SANtiago, Huérfanos 1409, piso 18, se rematará por videoconferencia mediante la plataforma zoom, el 04 de mayo de 2026 a las 14:30 horas, la propiedad ubicada en calle Francisco Flores del Campo número dos mil setecientos sesenta, que corresponde al lote número cuarenta y nueve de la manzana e, del conjunto habitacional Barrio Los Cipreses I, etapa uno, comuna de Maipú, Región Metropolitana. Propiedad inscrita a fojas 75941 Número 106734 correspondiente al registro de propiedad del año 2020, del Conservador de Bienes Raíces de Santiago. Mínimo de la subasta asciende a la suma de 3000 UF a la fecha de la subasta. - todo interesado en participar en la subasta como postor, deberá constituir garantía suficiente, por el 10% del mínimo, para iniciar posturas en el remate mediante vale vista a la orden del tribunal, que deberá acompañarse materialmente en la secretaría del tribunal hasta las 12:00 horas del día hábil anterior a la subasta, y si dicho día fuera sábado, hasta las 12:00 horas del viernes anterior a la subasta. Los postores interesados deberán ingre- (619, 1390, 841, 1679)
classified-notice: CORPORACIÓN DE BENEFICENCIA Santa Ángela. Asamblea General Ordinaria de Socios. En cumplimiento a lo dispuesto en su Estatuto, cítese a Asamblea General Ordinaria de Socios de la Corporación de Beneficencia Santa Ángela, a celebrarse el día 20 de abril de 2026, a las 9:20 horas, en Av. Nueva Costanera 4190, oportunidad en que se tratarán las siguientes materias: 1. Memoria anual de actividades de la Corporación de Beneficencia Santa Ángela. 2. El informe de la Comisión Revisora de Cuentas. 3. Varios. (1587, 1058, 1808, 1195)
notice-text (1587, 161, 1808, 1575)
notice-text (1344, 161, 1566, 312)
publication-date: PUBLICACIÓN: 17-04-2026 (1618, 1960, 1808, 1974)
column-5 (1102, 123, 1324, 1952)
classified-notice: SE CITA A REUNIÓN DE MIEBROS de la Corporación Asummando, para conversar sobre avances, quedan citados el día 22/04/2026 en San Isidro 1523, Santiago. El Presidente de la Corporación, don Mario Mora (1587, 862, 1808, 923)
column-1 (136, 123, 357, 1952)
notice-text (1102, 161, 1324, 1731)
column-7 (1587, 123, 1808, 1952)
newspaper-name: EL MERCURIO (1663, 79, 1808, 99)
classified-notice: CITA A ASAMBLEA ORDINARIA DE socios Ong We Kimun: Elección nuevo directorio, Memoria y Balance/ Viernes 24 de abril 18: 00 Moneda 2379 Depto. 207, El Presidente (1587, 931, 1808, 980)
category-code: 1617 (1344, 321, 1401, 350)
section-title: ECONÓMICOS CLASIFICADOS (777, 70, 1259, 106)
